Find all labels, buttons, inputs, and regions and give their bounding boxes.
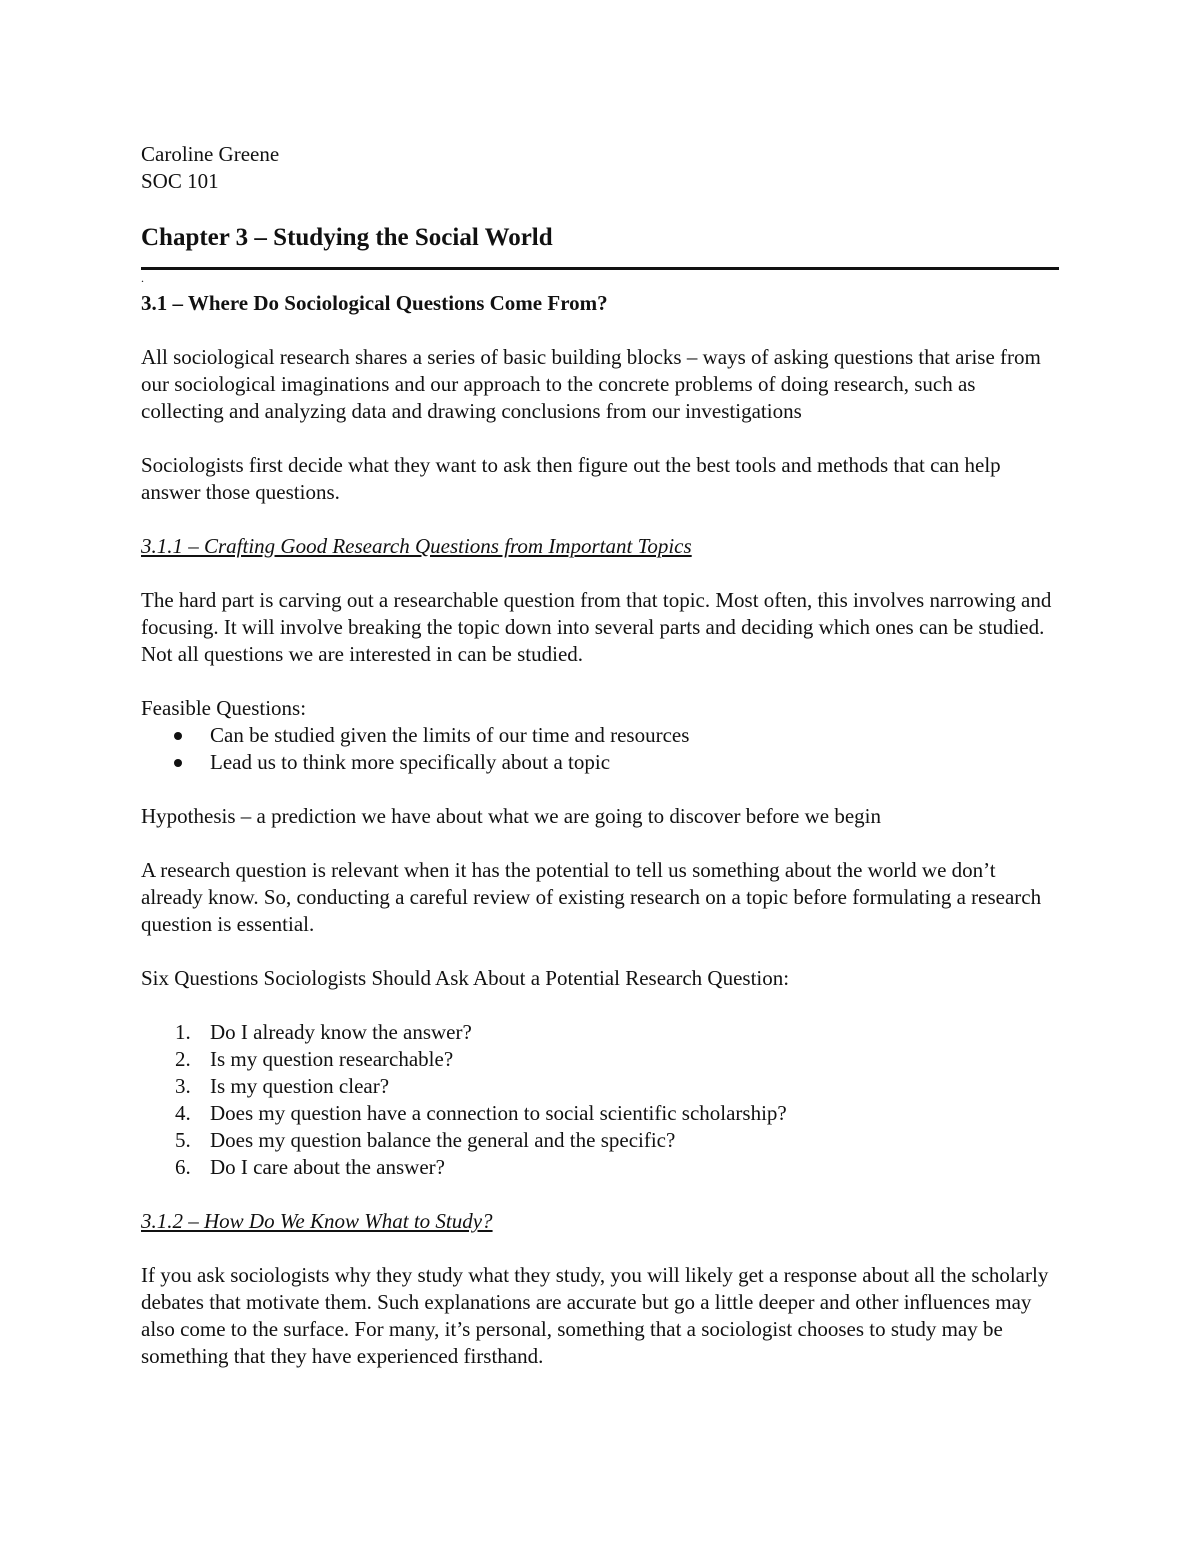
- list-number: 1.: [175, 1020, 191, 1044]
- list-number: 5.: [175, 1128, 191, 1152]
- list-item-text: Is my question clear?: [210, 1074, 390, 1098]
- divider-dot: .: [141, 271, 144, 285]
- list-item-text: Does my question balance the general and the specific?: [210, 1128, 676, 1152]
- course-code: SOC 101: [141, 169, 219, 193]
- list-number: 6.: [175, 1155, 191, 1179]
- list-item: [141, 722, 1061, 749]
- list-item: [141, 1073, 1061, 1100]
- list-number: 2.: [175, 1047, 191, 1071]
- section-3-1-1-paragraph-1: The hard part is carving out a researchable question from that topic. Most often, this involves narrowing and focusing. It will involve breaking the topic down into several parts and deciding which ones can be studied. Not all questions we are interested in can be studied.: [141, 588, 1052, 666]
- list-item: [141, 1127, 1061, 1154]
- six-questions-list: [141, 1019, 1061, 1181]
- list-item-text: Do I already know the answer?: [210, 1020, 472, 1044]
- list-item: [141, 1100, 1061, 1127]
- bullet-icon: [174, 732, 182, 740]
- bullet-icon: [174, 759, 182, 767]
- list-item: [141, 1046, 1061, 1073]
- section-3-1-2-paragraph-1: If you ask sociologists why they study what they study, you will likely get a response about all the scholarly debates that motivate them. Such explanations are accurate but go a little deeper and other influences may also come to the surface. For many, it’s personal, something that a sociologist chooses to study may be something that they have experienced firsthand.: [141, 1263, 1049, 1368]
- section-3-1-paragraph-2: Sociologists first decide what they want to ask then figure out the best tools and methods that can help answer those questions.: [141, 453, 1001, 504]
- section-3-1-1-heading: 3.1.1 – Crafting Good Research Questions from Important Topics: [141, 534, 692, 558]
- document-page: [141, 141, 1061, 1370]
- six-questions-label: Six Questions Sociologists Should Ask About a Potential Research Question:: [141, 966, 790, 990]
- section-3-1-heading: 3.1 – Where Do Sociological Questions Come From?: [141, 291, 608, 315]
- list-number: 3.: [175, 1074, 191, 1098]
- list-item: [141, 1154, 1061, 1181]
- list-item-text: Lead us to think more specifically about a topic: [210, 750, 611, 774]
- hypothesis-definition: Hypothesis – a prediction we have about what we are going to discover before we begin: [141, 804, 882, 828]
- feasible-questions-label: Feasible Questions:: [141, 696, 307, 720]
- list-number: 4.: [175, 1101, 191, 1125]
- author-name: Caroline Greene: [141, 142, 280, 166]
- title-divider: [141, 267, 1059, 270]
- relevance-paragraph: A research question is relevant when it has the potential to tell us something about the world we don’t already know. So, conducting a careful review of existing research on a topic before formulating a research question is essential.: [141, 858, 1042, 936]
- list-item-text: Do I care about the answer?: [210, 1155, 445, 1179]
- chapter-title: Chapter 3 – Studying the Social World: [141, 224, 553, 251]
- list-item: [141, 749, 1061, 776]
- list-item-text: Is my question researchable?: [210, 1047, 454, 1071]
- list-item: [141, 1019, 1061, 1046]
- section-3-1-paragraph-1: All sociological research shares a series of basic building blocks – ways of asking questions that arise from our sociological imaginations and our approach to the concrete problems of doing research, such as collecting and analyzing data and drawing conclusions from our investigations: [141, 345, 1041, 423]
- feasible-questions-list: [141, 722, 1061, 776]
- list-item-text: Does my question have a connection to social scientific scholarship?: [210, 1101, 787, 1125]
- section-3-1-2-heading: 3.1.2 – How Do We Know What to Study?: [141, 1209, 493, 1233]
- list-item-text: Can be studied given the limits of our time and resources: [210, 723, 690, 747]
